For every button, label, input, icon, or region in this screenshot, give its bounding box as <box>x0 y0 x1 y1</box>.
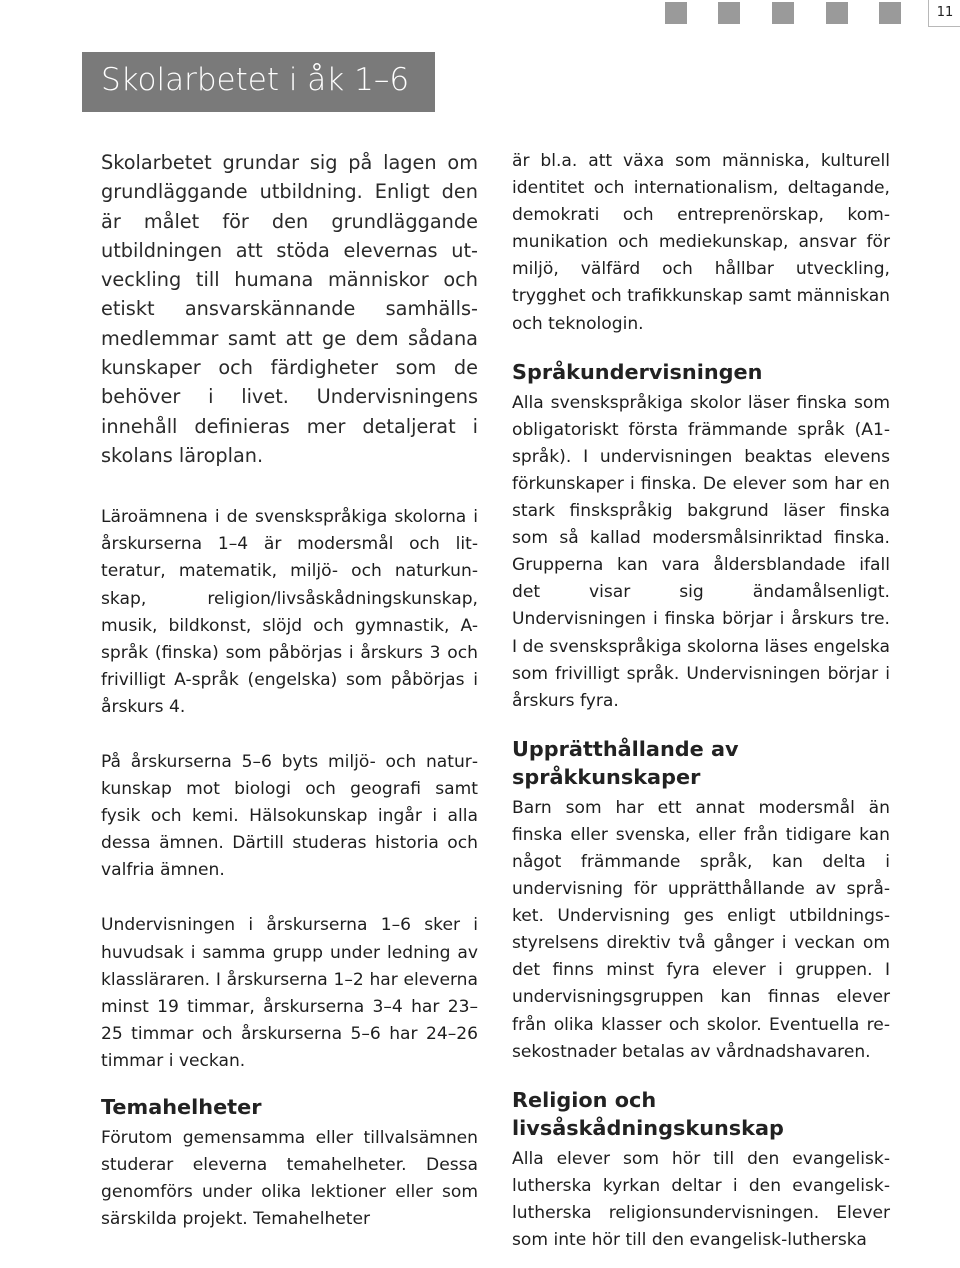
lead-paragraph: Skolarbetet grundar sig på lagen om grundläggande utbildning. Enligt den är målet för den grundläggande utbildningen att stöda elevernas utveckling till humana människor och etiskt ansvarskännande samhällsmedlemmar samt att ge dem sådana kunskaper och färdigheter som de behöver i livet. Undervisningens innehåll definieras mer detaljerat i skolans läroplan. <box>101 151 478 467</box>
decor-square <box>718 2 740 24</box>
body-paragraph: Undervisningen i årskurserna 1–6 sker i huvudsak i samma grupp under ledning av klassläraren. I årskurserna 1–2 har eleverna minst 19 timmar, årskurserna 3–4 har 23–25 timmar och årskurserna 5–6 har 24–26 timmar i veckan. <box>101 915 478 1071</box>
decor-square <box>665 2 687 24</box>
page-number: 11 <box>928 0 960 27</box>
body-paragraph: Alla svenskspråkiga skolor läser finska som obligatoriskt första främmande språk (A1-språk). I undervisningen beaktas elevens förkunskaper i finska. De elever som har en stark finskspråkig bakgrund läser finska som så kallad modersmålsinriktad finska. Grupperna kan vara åldersblandade ifall det visar sig ändamålsenligt. Undervisningen i finska börjar i årskurs tre. I de svenskspråkiga skolorna läses engelska som frivilligt språk. Undervisningen börjar i årskurs fyra. <box>512 392 890 711</box>
body-paragraph: Barn som har ett annat modersmål än finska eller svenska, eller från tidigare kan något främmande språk, kan delta i undervisning för upprätthållande av språket. Undervisning ges enligt utbildningsstyrelsens direktiv två gånger i veckan om det finns minst fyra elever i gruppen. I undervisningsgruppen kan finnas elever från olika klasser och skolor. Eventuella resekostnader betalas av vårdnadshavaren. <box>512 797 890 1062</box>
body-paragraph: På årskurserna 5–6 byts miljö- och naturkunskap mot biologi och geografi samt fysik och kemi. Hälsokunskap ingår i alla dessa ämnen. Därtill studeras historia och valfria ämnen. <box>101 752 478 881</box>
body-paragraph: Förutom gemensamma eller tillvalsämnen studerar eleverna temahelheter. Dessa genomförs under olika lektioner eller som särskilda projekt. Temahelheter <box>101 1128 478 1230</box>
right-column <box>512 148 890 1254</box>
section-heading: Upprätthållande av språkkunskaper <box>512 736 739 789</box>
left-column <box>101 148 478 1233</box>
body-paragraph: Läroämnena i de svenskspråkiga skolorna i årskurserna 1–4 är modersmål och litteratur, matematik, miljö- och naturkunskap, religion/livsåskådningskunskap, musik, bildkonst, slöjd och gymnastik, A-språk (finska) som påbörjas i årskurs 3 och frivilligt A-språk (engelska) som påbörjas i årskurs 4. <box>101 507 478 717</box>
section-heading: Religion och livsåskådningskunskap <box>512 1087 784 1140</box>
decor-square <box>772 2 794 24</box>
section-heading: Språkundervisningen <box>512 359 763 384</box>
body-paragraph: Alla elever som hör till den evangelisk-lutherska kyrkan deltar i den evangelisk-lutherska religionsundervisningen. Elever som inte hör till den evangelisk-lutherska <box>512 1148 890 1250</box>
section-title: Skolarbetet i åk 1–6 <box>101 62 410 98</box>
body-paragraph: är bl.a. att växa som människa, kulturell identitet och internationalism, deltagande, demokrati och entreprenörskap, kommunikation och mediekunskap, ansvar för miljö, välfärd och hållbar utveckling, trygghet och trafikkunskap samt människan och teknologin. <box>512 151 890 334</box>
decor-square <box>826 2 848 24</box>
section-heading: Temahelheter <box>101 1095 262 1120</box>
decor-square <box>879 2 901 24</box>
